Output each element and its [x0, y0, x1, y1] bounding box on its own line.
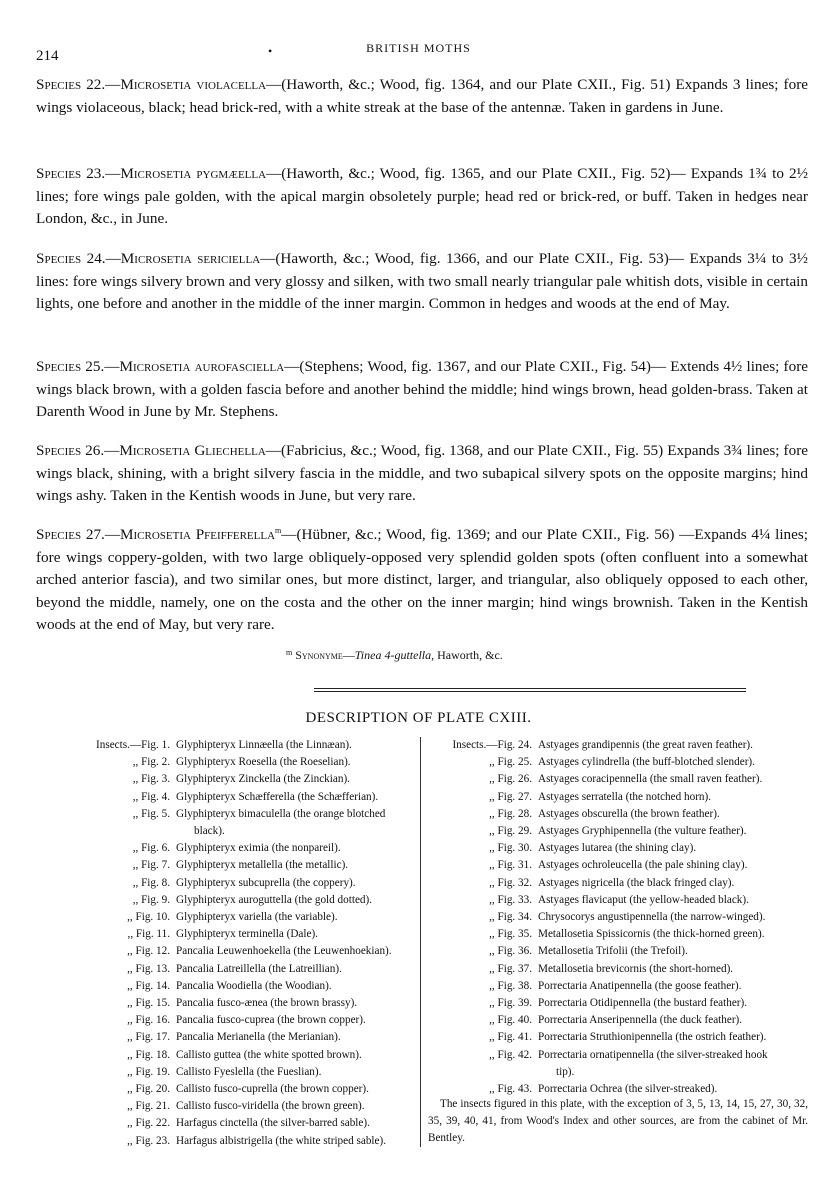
- figure-description-text: Porrectaria Ochrea (the silver-streaked).: [538, 1083, 718, 1096]
- plate-figure-entry: [36, 892, 418, 909]
- species-heading: Species 24.—Microsetia sericiella: [36, 250, 261, 267]
- species-text: —(Haworth, &c.; Wood, fig. 1365, and our Plate CXII., Fig. 52)— Expands 1¾ to 2½ lines; fore wings pale golden, with the apical margin obsoletely purple; head red or brick-red, or buff. Taken in hedges near London, &c., in June.: [36, 165, 808, 228]
- plate-figure-entry: [428, 1029, 808, 1046]
- figure-description: [532, 771, 808, 788]
- species-text: —(Fabricius, &c.; Wood, fig. 1368, and our Plate CXII., Fig. 55) Expands 3¾ lines; fore wings black, shining, with a bright silvery fascia in the middle, and two subapical silvery spots on the opposite margins; hind wings ashy. Taken in the Kentish woods in June, but very rare.: [36, 442, 809, 505]
- plate-figure-entry: [36, 806, 418, 840]
- figure-number: ,, Fig. 10.: [127, 911, 170, 924]
- figure-description-text: Callisto fusco-cuprella (the brown copper).: [176, 1083, 369, 1096]
- figure-description: [170, 875, 418, 892]
- figure-description-text: Glyphipteryx Roesella (the Roeselian).: [176, 756, 351, 769]
- figure-description: [170, 978, 418, 995]
- figure-description: [170, 961, 418, 978]
- figure-description: [170, 1115, 418, 1132]
- figure-description: [170, 892, 418, 909]
- plate-figure-entry: [36, 857, 418, 874]
- plate-figure-entry: [428, 943, 808, 960]
- species-heading: Species 22.—Microsetia violacella: [36, 76, 267, 93]
- figure-description: [532, 1047, 808, 1081]
- plate-column-right: [428, 737, 808, 1098]
- plate-figure-entry: [36, 926, 418, 943]
- running-head: BRITISH MOTHS: [366, 41, 471, 55]
- species-heading: Species 27.—Microsetia Pfeifferella: [36, 526, 276, 544]
- figure-description-text: Astyages lutarea (the shining clay).: [538, 842, 697, 855]
- footnote: [286, 648, 503, 663]
- plate-figure-entry: [36, 1098, 418, 1115]
- figure-description-text: Pancalia Merianella (the Merianian).: [176, 1031, 341, 1044]
- page-number: 214: [36, 48, 59, 64]
- figure-description-text: Astyages obscurella (the brown feather).: [538, 807, 720, 820]
- figure-number: ,, Fig. 6.: [132, 842, 170, 855]
- figure-description-text: Astyages ochroleucella (the pale shining clay).: [538, 859, 748, 872]
- figure-number: ,, Fig. 43.: [489, 1083, 532, 1096]
- figure-number: ,, Fig. 7.: [132, 859, 170, 872]
- figure-description: [170, 995, 418, 1012]
- figure-number: ,, Fig. 17.: [127, 1031, 170, 1044]
- plate-figure-entry: [36, 737, 418, 754]
- figure-description: [532, 943, 808, 960]
- plate-note: The insects figured in this plate, with the exception of 3, 5, 13, 14, 15, 27, 30, 32, 35, 39, 40, 41, from Wood's Index and other sources, are from the cabinet of Mr. Bentley.: [428, 1098, 808, 1145]
- figure-description-text: Callisto fusco-viridella (the brown green).: [176, 1100, 365, 1113]
- figure-description: [170, 1064, 418, 1081]
- figure-description-text: Glyphipteryx Schæfferella (the Schæfferian).: [176, 790, 379, 803]
- figure-description-text: Metallosetia Trifolii (the Trefoil).: [538, 945, 688, 958]
- figure-description: [532, 789, 808, 806]
- plate-figure-entry: [36, 961, 418, 978]
- figure-number: ,, Fig. 34.: [489, 911, 532, 924]
- figure-number: ,, Fig. 32.: [489, 876, 532, 889]
- figure-number: ,, Fig. 27.: [489, 790, 532, 803]
- plate-figure-entry: [428, 1012, 808, 1029]
- figure-description: [532, 737, 808, 754]
- figure-number: ,, Fig. 39.: [489, 997, 532, 1010]
- plate-figure-entry: [428, 771, 808, 788]
- plate-figure-entry: [36, 754, 418, 771]
- figure-description-text: Harfagus cinctella (the silver-barred sable).: [176, 1117, 370, 1130]
- plate-figure-entry: [428, 909, 808, 926]
- species-22-entry: [36, 74, 808, 119]
- ornament-dot: •: [268, 44, 273, 58]
- plate-figure-entry: [428, 789, 808, 806]
- figure-number: ,, Fig. 41.: [489, 1031, 532, 1044]
- species-text: —(Haworth, &c.; Wood, fig. 1366, and our Plate CXII., Fig. 53)— Expands 3¼ to 3½ lines: fore wings silvery brown and very glossy and silken, with two small nearly triangular pale whitish dots, visible in certain lights, one before and another in the middle of the inner margin. Common in hedges and woods at the end of May.: [36, 250, 808, 313]
- figure-description-text: Glyphipteryx bimaculella (the orange blotched: [176, 807, 386, 820]
- figure-description-text: Astyages serratella (the notched horn).: [538, 790, 712, 803]
- figure-number: ,, Fig. 18.: [127, 1048, 170, 1061]
- figure-description: [532, 823, 808, 840]
- figure-number: ,, Fig. 26.: [489, 773, 532, 786]
- figure-description-text: Porrectaria Anatipennella (the goose feather).: [538, 979, 742, 992]
- plate-title: DESCRIPTION OF PLATE CXIII.: [305, 710, 532, 726]
- figure-description-text: Astyages Gryphipennella (the vulture feather).: [538, 825, 747, 838]
- figure-description-text: Metallosetia brevicornis (the short-horned).: [538, 962, 734, 975]
- figure-description-text: Astyages flavicaput (the yellow-headed black).: [538, 893, 749, 906]
- figure-number: ,, Fig. 23.: [127, 1134, 170, 1147]
- plate-figure-entry: [36, 1029, 418, 1046]
- footnote-name: Tinea 4-guttella: [354, 648, 432, 662]
- figure-description-text: Glyphipteryx Linnæella (the Linnæan).: [176, 739, 352, 751]
- footnote-reference: m: [275, 526, 282, 535]
- figure-number: ,, Fig. 35.: [489, 928, 532, 941]
- figure-number: Insects.—Fig. 1.: [96, 739, 170, 751]
- figure-description-text: Astyages coracipennella (the small raven feather).: [538, 773, 763, 786]
- species-text: —(Hübner, &c.; Wood, fig. 1369; and our Plate CXII., Fig. 56) —Expands 4¼ lines; fore wings coppery-golden, with two large obliquely-opposed very splendid golden spots (often confluent into a somewhat arched anterior fascia), and two similar ones, but more distinct, larger, and triangular, also obliquely opposed to each other, beyond the middle, namely, one on the costa and the other on the inner margin; hind wings brownish. Taken in the Kentish woods at the end of May, but very rare.: [36, 526, 808, 634]
- figure-description: [170, 1081, 418, 1098]
- figure-description: [170, 926, 418, 943]
- figure-number: ,, Fig. 14.: [127, 979, 170, 992]
- figure-number: ,, Fig. 38.: [489, 979, 532, 992]
- figure-description-text: Pancalia Leuwenhoekella (the Leuwenhoekian).: [176, 945, 392, 958]
- figure-description: [532, 754, 808, 771]
- figure-description: [170, 1047, 418, 1064]
- figure-description-text: Pancalia Latreillella (the Latreillian).: [176, 962, 342, 975]
- plate-figure-entry: [36, 995, 418, 1012]
- plate-column-left: [36, 737, 418, 1150]
- figure-number: ,, Fig. 8.: [132, 876, 170, 889]
- figure-description-text: Callisto guttea (the white spotted brown).: [176, 1048, 362, 1061]
- plate-figure-entry: [428, 823, 808, 840]
- figure-description-text: Pancalia Woodiella (the Woodian).: [176, 979, 332, 992]
- figure-number: ,, Fig. 11.: [127, 928, 170, 941]
- figure-number: ,, Fig. 5.: [132, 807, 170, 820]
- figure-description: [532, 1029, 808, 1046]
- figure-description: [170, 737, 418, 754]
- figure-description-continuation: black).: [194, 825, 225, 838]
- species-26-entry: [36, 440, 808, 508]
- plate-figure-entry: [36, 909, 418, 926]
- figure-number: ,, Fig. 22.: [127, 1117, 170, 1130]
- plate-figure-entry: [36, 875, 418, 892]
- figure-number: ,, Fig. 12.: [127, 945, 170, 958]
- figure-description: [170, 789, 418, 806]
- figure-description: [532, 926, 808, 943]
- figure-number: ,, Fig. 3.: [132, 773, 170, 786]
- species-25-entry: [36, 356, 808, 424]
- figure-description-text: Astyages nigricella (the black fringed clay).: [538, 876, 735, 889]
- plate-figure-entry: [428, 1047, 808, 1081]
- plate-figure-entry: [428, 892, 808, 909]
- figure-description-text: Chrysocorys angustipennella (the narrow-winged).: [538, 911, 766, 924]
- plate-figure-entry: [36, 789, 418, 806]
- figure-description-text: Porrectaria Anseripennella (the duck feather).: [538, 1014, 743, 1027]
- figure-description-text: Glyphipteryx metallella (the metallic).: [176, 859, 349, 872]
- plate-figure-entry: [36, 1133, 418, 1150]
- double-rule-top: [314, 688, 746, 689]
- plate-figure-entry: [428, 754, 808, 771]
- figure-description: [170, 943, 418, 960]
- plate-figure-entry: [428, 875, 808, 892]
- species-heading: Species 25.—Microsetia aurofasciella: [36, 358, 285, 375]
- plate-figure-entry: [36, 978, 418, 995]
- figure-description: [170, 771, 418, 788]
- plate-figure-entry: [428, 978, 808, 995]
- plate-figure-entry: [36, 771, 418, 788]
- figure-description: [170, 1012, 418, 1029]
- plate-figure-entry: [36, 1081, 418, 1098]
- figure-number: Insects.—Fig. 24.: [452, 739, 532, 751]
- plate-figure-entry: [428, 961, 808, 978]
- figure-description: [170, 1029, 418, 1046]
- plate-figure-entry: [36, 1047, 418, 1064]
- figure-description-text: Callisto Fyeslella (the Fueslian).: [176, 1065, 322, 1078]
- figure-description-text: Pancalia fusco-cuprea (the brown copper).: [176, 1014, 366, 1027]
- figure-number: ,, Fig. 2.: [132, 756, 170, 769]
- footnote-label: Synonyme—: [295, 648, 355, 662]
- figure-number: ,, Fig. 21.: [127, 1100, 170, 1113]
- footnote-mark: m: [286, 648, 293, 657]
- plate-figure-entry: [36, 1064, 418, 1081]
- double-rule-bottom: [314, 691, 746, 692]
- figure-number: ,, Fig. 29.: [489, 825, 532, 838]
- species-text: —(Stephens; Wood, fig. 1367, and our Plate CXII., Fig. 54)— Extends 4½ lines; fore wings black brown, with a golden fascia before and another behind the middle; hind wings brown, head golden-brass. Taken at Darenth Wood in June by Mr. Stephens.: [36, 358, 808, 421]
- figure-description: [170, 840, 418, 857]
- figure-description: [532, 857, 808, 874]
- figure-description-text: Glyphipteryx variella (the variable).: [176, 911, 338, 924]
- figure-number: ,, Fig. 36.: [489, 945, 532, 958]
- figure-number: ,, Fig. 33.: [489, 893, 532, 906]
- figure-description: [532, 961, 808, 978]
- figure-number: ,, Fig. 4.: [132, 790, 170, 803]
- figure-description: [532, 1012, 808, 1029]
- species-heading: Species 23.—Microsetia pygmæella: [36, 165, 267, 182]
- plate-figure-entry: [428, 995, 808, 1012]
- figure-description-text: Glyphipteryx terminella (Dale).: [176, 928, 318, 941]
- figure-description: [170, 1098, 418, 1115]
- species-text: —(Haworth, &c.; Wood, fig. 1364, and our Plate CXII., Fig. 51) Expands 3 lines; fore wings violaceous, black; head brick-red, with a white streak at the base of the antennæ. Taken in gardens in June.: [36, 76, 808, 116]
- figure-description: [532, 806, 808, 823]
- figure-number: ,, Fig. 25.: [489, 756, 532, 769]
- figure-number: ,, Fig. 16.: [127, 1014, 170, 1027]
- plate-figure-entry: [428, 806, 808, 823]
- plate-figure-entry: [428, 926, 808, 943]
- figure-description: [532, 909, 808, 926]
- plate-figure-entry: [36, 1115, 418, 1132]
- figure-description: [170, 909, 418, 926]
- figure-description-text: Glyphipteryx Zinckella (the Zinckian).: [176, 773, 350, 786]
- column-divider: [420, 737, 421, 1147]
- figure-description: [532, 840, 808, 857]
- species-24-entry: [36, 248, 808, 316]
- figure-description: [170, 1133, 418, 1150]
- figure-number: ,, Fig. 40.: [489, 1014, 532, 1027]
- figure-description: [532, 978, 808, 995]
- figure-description: [532, 995, 808, 1012]
- figure-description: [170, 754, 418, 771]
- figure-number: ,, Fig. 20.: [127, 1083, 170, 1096]
- plate-figure-entry: [428, 857, 808, 874]
- figure-number: ,, Fig. 30.: [489, 842, 532, 855]
- figure-description-text: Pancalia fusco-ænea (the brown brassy).: [176, 997, 358, 1010]
- footnote-rest: , Haworth, &c.: [431, 648, 503, 662]
- figure-number: ,, Fig. 37.: [489, 962, 532, 975]
- figure-description-text: Astyages cylindrella (the buff-blotched slender).: [538, 756, 755, 769]
- species-heading: Species 26.—Microsetia Gliechella: [36, 442, 266, 459]
- species-23-entry: [36, 163, 808, 231]
- figure-description-text: Glyphipteryx subcuprella (the coppery).: [176, 876, 356, 889]
- figure-description-text: Metallosetia Spissicornis (the thick-horned green).: [538, 928, 765, 941]
- plate-figure-entry: [36, 840, 418, 857]
- figure-number: ,, Fig. 31.: [489, 859, 532, 872]
- plate-figure-entry: [36, 943, 418, 960]
- figure-description-text: Porrectaria ornatipennella (the silver-streaked hook: [538, 1048, 768, 1061]
- figure-description: [170, 806, 418, 840]
- figure-description: [170, 857, 418, 874]
- figure-description-text: Glyphipteryx auroguttella (the gold dotted).: [176, 893, 373, 906]
- figure-number: ,, Fig. 13.: [127, 962, 170, 975]
- figure-number: ,, Fig. 9.: [132, 893, 170, 906]
- figure-description-text: Porrectaria Struthionipennella (the ostrich feather).: [538, 1031, 767, 1044]
- figure-description-text: Harfagus albistrigella (the white striped sable).: [176, 1134, 387, 1147]
- plate-figure-entry: [36, 1012, 418, 1029]
- figure-description-continuation: tip).: [556, 1065, 575, 1078]
- figure-number: ,, Fig. 42.: [489, 1048, 532, 1061]
- figure-description-text: Porrectaria Otidipennella (the bustard feather).: [538, 997, 748, 1010]
- figure-description: [532, 875, 808, 892]
- figure-description: [532, 892, 808, 909]
- figure-description-text: Glyphipteryx eximia (the nonpareil).: [176, 842, 341, 855]
- plate-figure-entry: [428, 840, 808, 857]
- figure-number: ,, Fig. 15.: [127, 997, 170, 1010]
- figure-number: ,, Fig. 19.: [127, 1065, 170, 1078]
- figure-description-text: Astyages grandipennis (the great raven feather).: [538, 739, 753, 751]
- species-27-entry: [36, 520, 808, 637]
- plate-figure-entry: [428, 737, 808, 754]
- figure-number: ,, Fig. 28.: [489, 807, 532, 820]
